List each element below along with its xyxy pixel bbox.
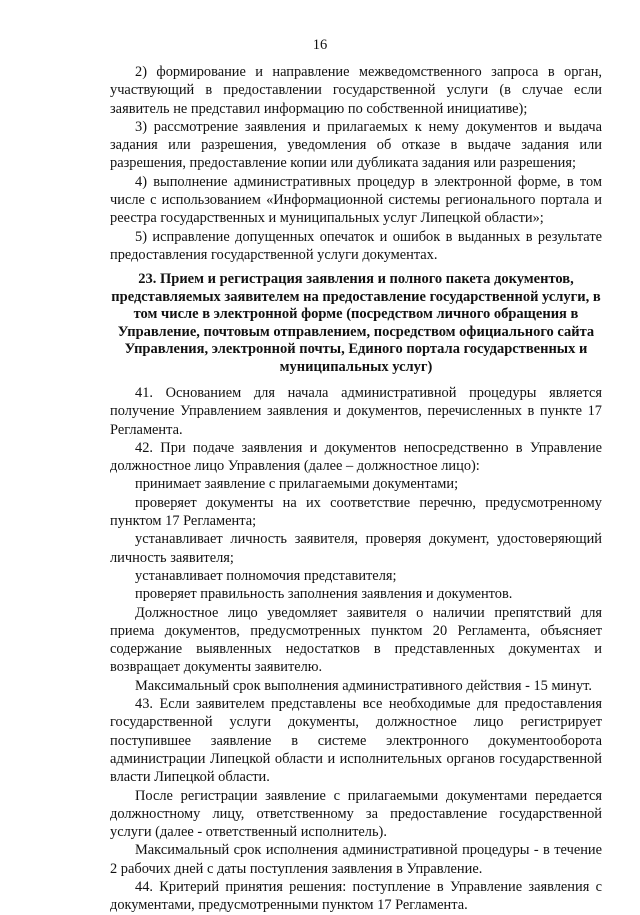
paragraph-43-deadline: Максимальный срок исполнения административной процедуры - в течение 2 рабочих дней с даты поступления заявления в Управление. [110,842,602,877]
paragraph-42-item: устанавливает личность заявителя, проверяя документ, удостоверяющий личность заявителя; [110,531,602,566]
paragraph-42-item: проверяет документы на их соответствие перечню, предусмотренному пунктом 17 Регламента; [110,494,602,530]
paragraph-44: 44. Критерий принятия решения: поступление в Управление заявления с документами, предусмотренными пунктом 17 Регламента. [110,879,602,914]
section-heading [110,271,602,377]
list-item: 5) исправление допущенных опечаток и ошибок в выданных в результате предоставления государственной услуги документах. [110,228,602,263]
heading-line: том числе в электронной форме (посредством личного обращения в [133,306,579,323]
paragraph-41: 41. Основанием для начала административной процедуры является получение Управлением заявления и документов, перечисленных в пункте 17 Регламента. [110,385,602,438]
heading-line: 23. Прием и регистрация заявления и полного пакета документов, [138,271,574,287]
paragraph-43: 43. Если заявителем представлены все необходимые для предоставления государственной услуги документы, должностное лицо регистрирует поступившее заявление в системе электронного документооборота администрации Липецкой области и исполнительных органов государственной власти Липецкой области. [110,696,602,786]
heading-line: Управления, электронной почты, Единого портала государственных и [124,341,588,358]
list-item: 2) формирование и направление межведомственного запроса в орган, участвующий в предоставлении государственной услуги (в случае если заявитель не представил информацию по собственной инициативе); [110,64,602,117]
paragraph-42-deadline: Максимальный срок выполнения административного действия - 15 минут. [135,677,592,694]
list-item: 3) рассмотрение заявления и прилагаемых к нему документов и выдача задания или разрешения, уведомления об отказе в выдаче задания или разрешения, предоставление копии или дубликата задания или разрешения; [110,118,602,172]
heading-line: представляемых заявителем на предоставление государственной услуги, в [111,288,601,305]
paragraph-42: 42. При подаче заявления и документов непосредственно в Управление должностное лицо Управления (далее – должностное лицо): [110,439,602,475]
paragraph-43-transfer: После регистрации заявление с прилагаемыми документами передается должностному лицу, ответственному за предоставление государственной услуги (далее - ответственный исполнитель). [110,787,602,841]
heading-line: муниципальных услуг) [279,358,433,375]
paragraph-42-item: принимает заявление с прилагаемыми документами; [135,476,459,493]
paragraph-42-item: устанавливает полномочия представителя; [135,567,397,584]
procedure-list [110,63,602,264]
paragraph-42-notice: Должностное лицо уведомляет заявителя о наличии препятствий для приема документов, предусмотренных пунктом 20 Регламента, объясняет содержание выявленных недостатков в представленных документах и возвращает документы заявителю. [110,604,602,676]
heading-line: Управление, почтовым отправлением, посредством официального сайта [117,323,595,340]
paragraph-42-item: проверяет правильность заполнения заявления и документов. [135,586,513,603]
page-number: 16 [312,37,328,53]
section-body [110,384,602,915]
list-item: 4) выполнение административных процедур в электронной форме, в том числе с использованием «Информационной системы регионального портала и реестра государственных и муниципальных услуг Липецкой области»; [110,173,602,227]
